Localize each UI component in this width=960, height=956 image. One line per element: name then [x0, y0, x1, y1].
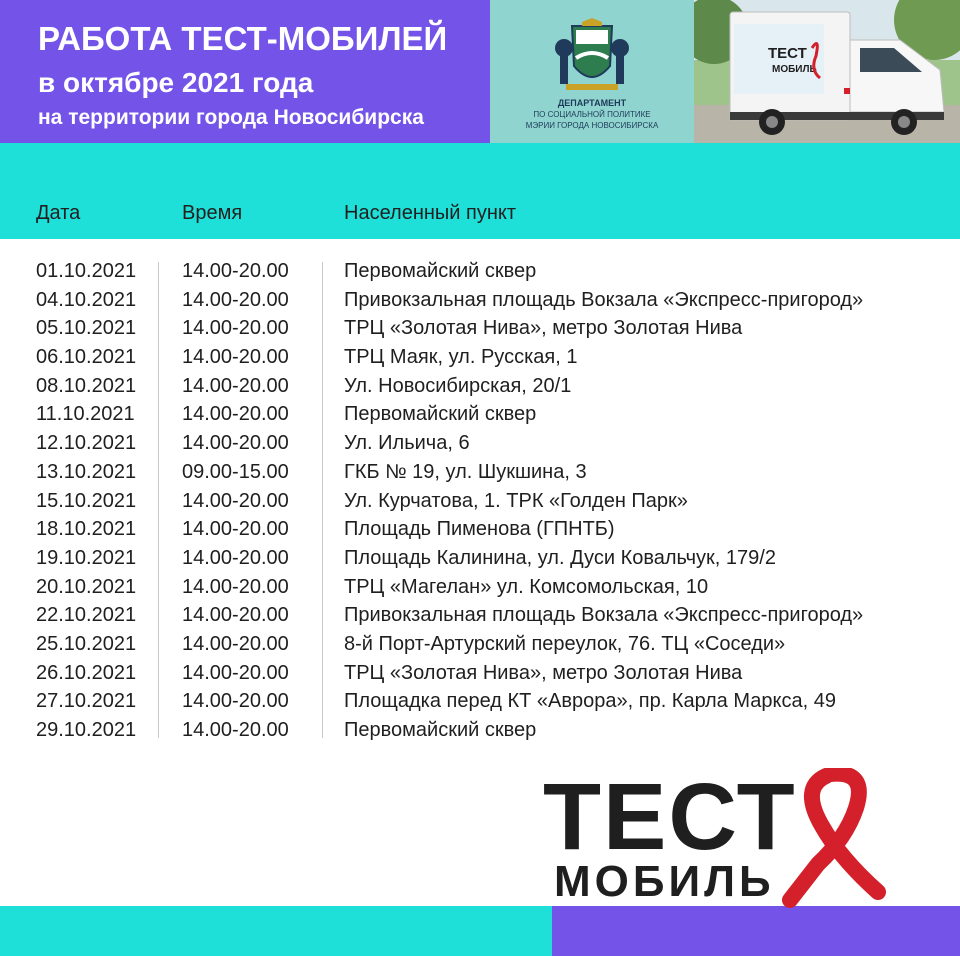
row-date: 12.10.2021: [36, 432, 137, 455]
header-place: Населенный пункт: [344, 202, 517, 224]
title-line-2: в октябре 2021 года: [38, 67, 314, 98]
department-line-1: ДЕПАРТАМЕНТ: [557, 98, 627, 108]
row-time: 14.00-20.00: [182, 403, 289, 426]
row-place: Привокзальная площадь Вокзала «Экспресс-пригород»: [344, 288, 864, 311]
row-time: 14.00-20.00: [182, 489, 289, 512]
table-row: [0, 487, 960, 516]
table-row: [0, 659, 960, 688]
city-emblem-icon: [552, 18, 632, 96]
table-row: [0, 314, 960, 343]
red-ribbon-icon: [760, 768, 890, 908]
row-date: 15.10.2021: [36, 489, 137, 512]
van-label-2: МОБИЛЬ: [772, 64, 817, 75]
row-date: 01.10.2021: [36, 260, 137, 282]
row-time: 14.00-20.00: [182, 690, 289, 713]
row-date: 08.10.2021: [36, 374, 137, 397]
department-block: [490, 0, 694, 143]
row-date: 18.10.2021: [36, 518, 137, 541]
header-date: Дата: [36, 202, 81, 224]
row-date: 26.10.2021: [36, 661, 137, 684]
row-time: 14.00-20.00: [182, 374, 289, 397]
row-date: 06.10.2021: [36, 346, 137, 369]
row-place: Ул. Ильича, 6: [344, 432, 470, 455]
table-row: [0, 400, 960, 429]
logo-mobil-text: МОБИЛЬ: [554, 857, 775, 906]
table-row: [0, 687, 960, 716]
row-place: ТРЦ «Золотая Нива», метро Золотая Нива: [344, 317, 743, 340]
table-row: [0, 458, 960, 487]
row-time: 14.00-20.00: [182, 288, 289, 311]
row-time: 14.00-20.00: [182, 604, 289, 627]
row-time: 14.00-20.00: [182, 661, 289, 684]
row-time: 14.00-20.00: [182, 432, 289, 455]
table-row: [0, 630, 960, 659]
van-photo: [694, 0, 960, 143]
table-row: [0, 515, 960, 544]
row-place: 8-й Порт-Артурский переулок, 76. ТЦ «Соседи»: [344, 632, 786, 655]
table-row: [0, 601, 960, 630]
row-time: 14.00-20.00: [182, 518, 289, 541]
row-date: 20.10.2021: [36, 575, 137, 598]
row-place: Привокзальная площадь Вокзала «Экспресс-пригород»: [344, 604, 864, 627]
row-time: 09.00-15.00: [182, 460, 289, 483]
table-row: [0, 573, 960, 602]
row-date: 05.10.2021: [36, 317, 137, 340]
title-line-1: РАБОТА ТЕСТ-МОБИЛЕЙ: [38, 20, 448, 57]
table-row: [0, 544, 960, 573]
title-block: [0, 0, 490, 143]
logo-test-text: ТЕСТ: [543, 764, 797, 870]
row-place: Первомайский сквер: [344, 403, 537, 426]
row-time: 14.00-20.00: [182, 719, 289, 741]
row-place: Площадь Калинина, ул. Дуси Ковальчук, 179/2: [344, 546, 776, 569]
row-place: Площадка перед КТ «Аврора», пр. Карла Маркса, 49: [344, 690, 836, 713]
row-date: 22.10.2021: [36, 604, 137, 627]
row-date: 27.10.2021: [36, 690, 137, 713]
header-time: Время: [182, 202, 243, 224]
row-date: 19.10.2021: [36, 546, 137, 569]
schedule-table: [0, 257, 960, 745]
row-date: 29.10.2021: [36, 719, 137, 741]
row-place: ГКБ № 19, ул. Шукшина, 3: [344, 460, 587, 483]
van-label-1: ТЕСТ: [768, 45, 807, 62]
row-place: Первомайский сквер: [344, 260, 537, 282]
row-date: 11.10.2021: [36, 403, 135, 426]
row-place: Ул. Новосибирская, 20/1: [344, 374, 572, 397]
footer-purple-bar: [552, 906, 960, 956]
department-line-3: МЭРИИ ГОРОДА НОВОСИБИРСКА: [525, 121, 659, 130]
row-date: 25.10.2021: [36, 632, 137, 655]
department-line-2: ПО СОЦИАЛЬНОЙ ПОЛИТИКЕ: [533, 110, 651, 119]
table-row: [0, 257, 960, 286]
table-row: [0, 429, 960, 458]
table-row: [0, 716, 960, 745]
row-time: 14.00-20.00: [182, 317, 289, 340]
footer-teal-bar: [0, 906, 552, 956]
row-place: Первомайский сквер: [344, 719, 537, 741]
row-time: 14.00-20.00: [182, 546, 289, 569]
van-illustration: [694, 0, 960, 143]
table-row: [0, 286, 960, 315]
row-place: ТРЦ «Золотая Нива», метро Золотая Нива: [344, 661, 743, 684]
row-place: ТРЦ «Магелан» ул. Комсомольская, 10: [344, 575, 709, 598]
row-date: 13.10.2021: [36, 460, 137, 483]
row-time: 14.00-20.00: [182, 575, 289, 598]
table-row: [0, 372, 960, 401]
row-time: 14.00-20.00: [182, 346, 289, 369]
title-line-3: на территории города Новосибирска: [38, 106, 424, 129]
row-place: Ул. Курчатова, 1. ТРК «Голден Парк»: [344, 489, 688, 512]
row-place: ТРЦ Маяк, ул. Русская, 1: [344, 346, 578, 369]
row-date: 04.10.2021: [36, 288, 137, 311]
table-row: [0, 343, 960, 372]
row-time: 14.00-20.00: [182, 260, 289, 282]
row-place: Площадь Пименова (ГПНТБ): [344, 518, 615, 541]
row-time: 14.00-20.00: [182, 632, 289, 655]
